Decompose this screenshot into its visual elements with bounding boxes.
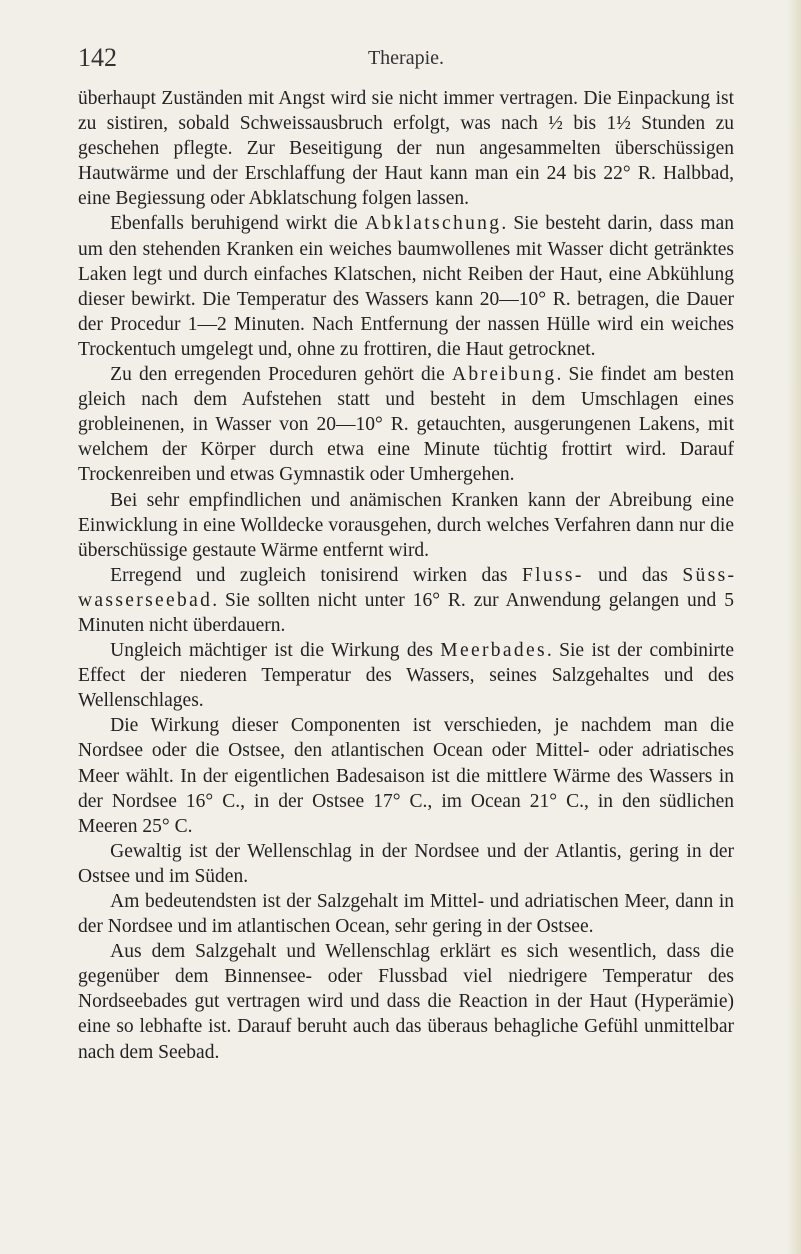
text-segment: . Sie sollten nicht unter 16° R. zur Anwendung gelangen und 5 Minuten nicht überdauern. [78, 589, 734, 636]
text-segment: Erregend und zugleich tonisirend wirken das [110, 564, 522, 586]
text-segment: Gewaltig ist der Wellenschlag in der Nordsee und der Atlantis, gering in der Ostsee und im Süden. [78, 840, 734, 887]
paragraph [78, 362, 734, 487]
emphasized-term: Abklatschung [364, 213, 502, 235]
page-number: 142 [78, 43, 117, 72]
paragraph [78, 638, 734, 713]
text-segment: . Sie ist der combinirte Effect der niederen Temperatur des Wassers, seines Salzgehaltes und des Wellenschlages. [78, 640, 734, 712]
text-segment: . Sie besteht darin, dass man um den stehenden Kranken ein weiches baumwollenes mit Wasser dicht getränktes Laken legt und durch einfaches Klatschen, nicht Reiben der Haut, eine Abkühlung dieser bewirkt. Die Temperatur des Wassers kann 20—10° R. betragen, die Dauer der Procedur 1—2 Minuten. Nach Entfernung der nassen Hülle wird ein weiches Trockentuch umgelegt und, ohne zu frottiren, die Haut getrocknet. [78, 213, 734, 360]
emphasized-term: Fluss- [521, 564, 584, 586]
running-title: Therapie. [367, 47, 445, 69]
text-segment: Ebenfalls beruhigend wirkt die [110, 213, 365, 235]
emphasized-term: Süsswasserseebad [78, 564, 734, 611]
paragraph [78, 86, 734, 211]
text-segment: Ungleich mächtiger ist die Wirkung des [110, 640, 441, 662]
paragraph [78, 211, 734, 362]
text-segment: Aus dem Salzgehalt und Wellenschlag erklärt es sich wesentlich, dass die gegenüber dem Binnensee- oder Flussbad viel niedrigere Temperatur des Nordseebades gut vertragen wird und dass die Reaction in der Haut (Hyperämie) eine so lebhafte ist. Darauf beruht auch das überaus behagliche Gefühl unmittelbar nach dem Seebad. [78, 941, 734, 1063]
paragraph [78, 488, 734, 563]
paragraph [78, 839, 734, 889]
page-header [78, 40, 734, 76]
paragraph [78, 563, 734, 638]
text-segment: überhaupt Zuständen mit Angst wird sie nicht immer vertragen. Die Einpackung ist zu sistiren, sobald Schweissausbruch erfolgt, was nach ½ bis 1½ Stunden zu geschehen pflegte. Zur Beseitigung der nun angesammelten überschüssigen Hautwärme und der Erschlaffung der Haut kann man ein 24 bis 22° R. Halbbad, eine Begiessung oder Abklatschung folgen lassen. [78, 88, 734, 210]
paragraph [78, 889, 734, 939]
body-text [78, 86, 734, 1065]
text-segment: Bei sehr empfindlichen und anämischen Kranken kann der Abreibung eine Einwicklung in eine Wolldecke vorausgehen, durch welches Verfahren dann nur die überschüssige gestaute Wärme entfernt wird. [78, 489, 734, 561]
paragraph [78, 939, 734, 1064]
text-segment: Zu den erregenden Proceduren gehört die [110, 364, 452, 386]
emphasized-term: Meerbades [440, 640, 547, 662]
emphasized-term: Abreibung [451, 364, 557, 386]
text-segment: Die Wirkung dieser Componenten ist verschieden, je nachdem man die Nordsee oder die Ostsee, den atlantischen Ocean oder Mittel- oder adriatisches Meer wählt. In der eigentlichen Badesaison ist die mittlere Wärme des Wassers in der Nordsee 16° C., in der Ostsee 17° C., im Ocean 21° C., in den südlichen Meeren 25° C. [78, 715, 734, 837]
text-segment: und das [583, 564, 683, 586]
paragraph [78, 713, 734, 838]
text-segment: . Sie findet am besten gleich nach dem Aufstehen statt und besteht in dem Umschlagen eines grobleinenen, in Wasser von 20—10° R. getauchten, ausgerungenen Lakens, mit welchem der Körper durch etwa eine Minute tüchtig frottirt wird. Darauf Trockenreiben und etwas Gymnastik oder Umhergehen. [78, 364, 734, 486]
page-edge-shadow [787, 0, 801, 1254]
text-segment: Am bedeutendsten ist der Salzgehalt im Mittel- und adriatischen Meer, dann in der Nordsee und im atlantischen Ocean, sehr gering in der Ostsee. [78, 891, 734, 938]
